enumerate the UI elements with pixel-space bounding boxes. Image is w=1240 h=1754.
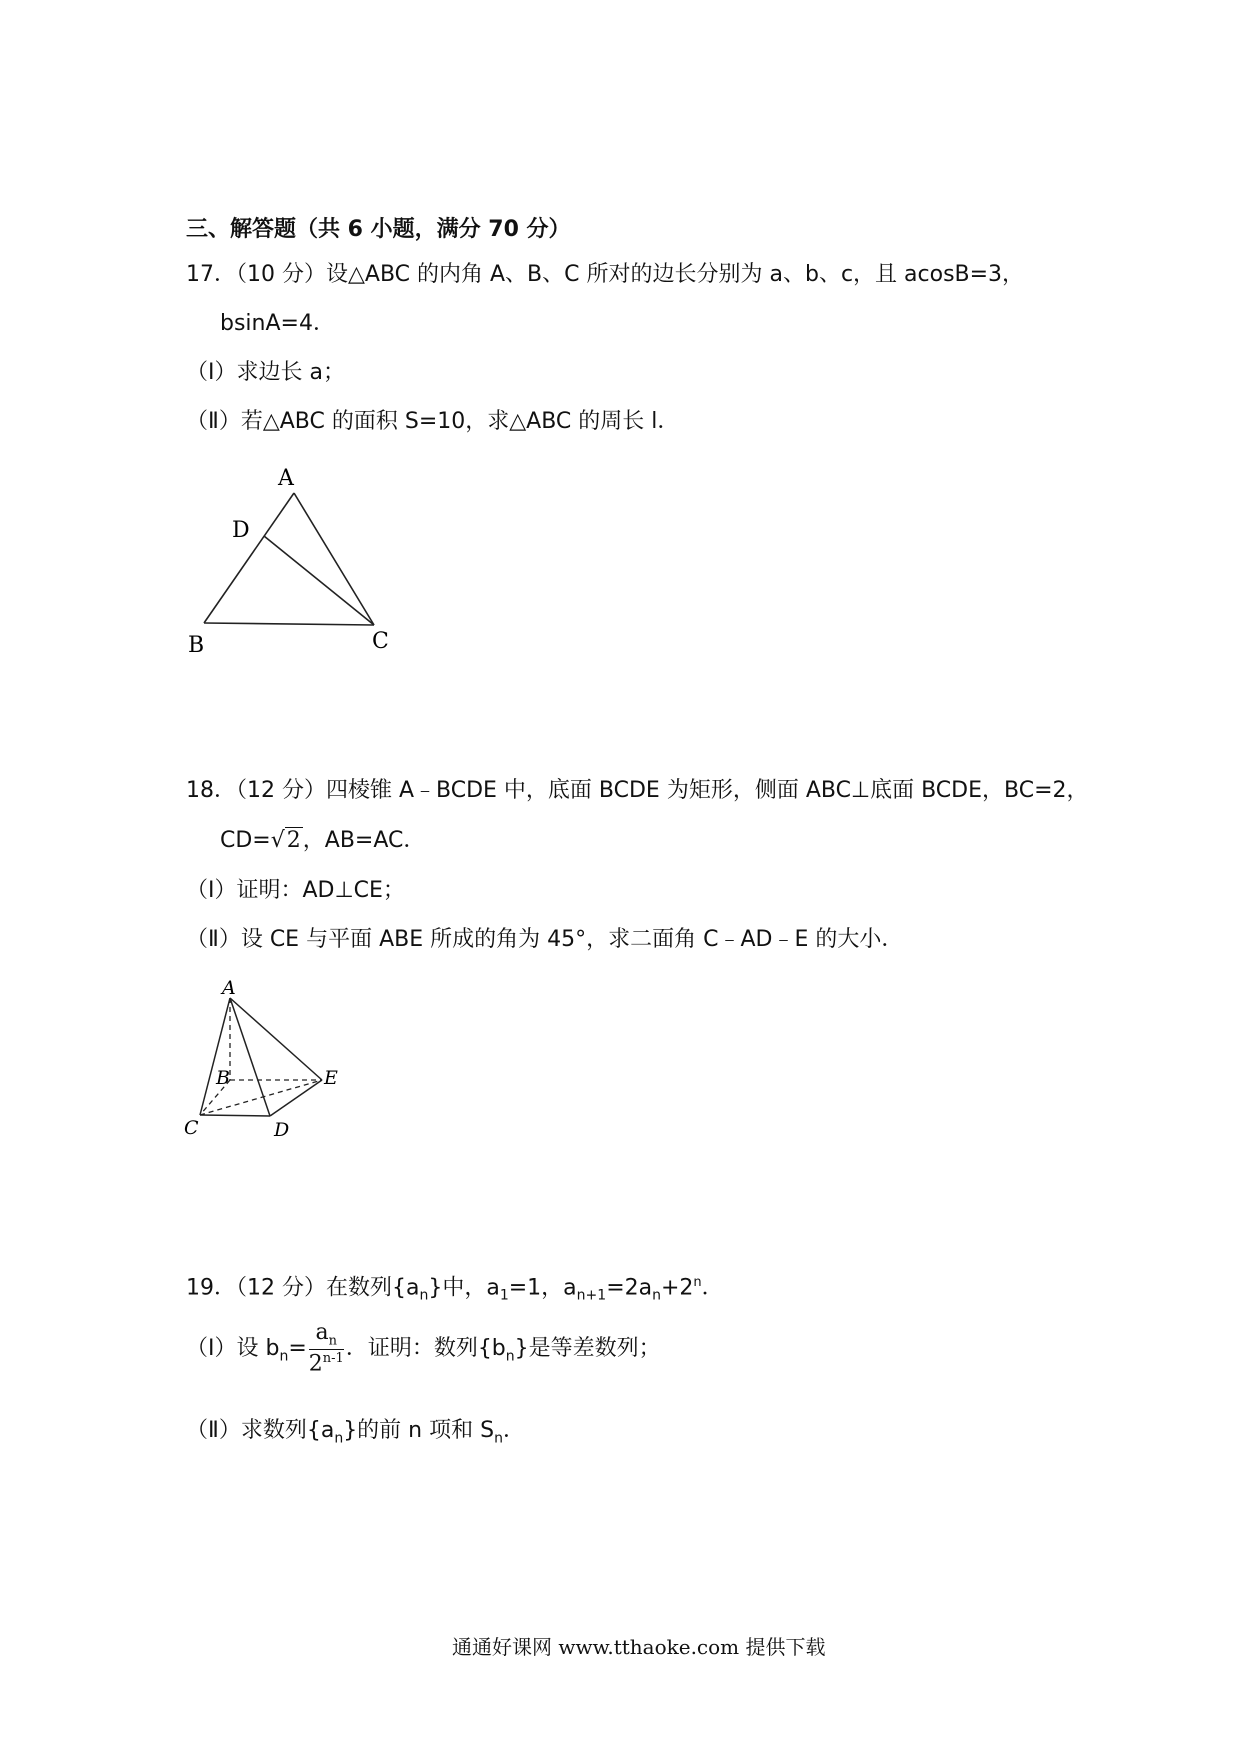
q17-part1: （Ⅰ）求边长 a；	[186, 360, 345, 385]
label-b: B	[216, 1067, 230, 1089]
section-heading: 三、解答题（共 6 小题，满分 70 分）	[186, 217, 571, 242]
q17-line2: bsinA=4．	[220, 311, 335, 336]
q19-part1: （Ⅰ）设 $b_n=$ $\frac{a_n}{2^{n-1}}$ ．证明：数列$\{b_n\}$是等差数列；	[186, 1320, 661, 1377]
label-a: A	[278, 466, 294, 491]
label-b: B	[188, 633, 205, 658]
label-d: D	[274, 1119, 290, 1141]
side-ac	[294, 493, 374, 625]
q19-intro: 19．（12 分）在数列$\{a_n\}$中，$a_1=1$，$a_{n+1}=2a_n+2^n$．	[186, 1275, 724, 1304]
page-footer: 通通好课网 www.tthaoke.com 提供下载	[452, 1635, 826, 1659]
segment-dc	[264, 536, 374, 625]
q18-part1: （Ⅰ）证明：AD⊥CE；	[186, 878, 405, 903]
q18-part2: （Ⅱ）设 CE 与平面 ABE 所成的角为 45°，求二面角 C﹣AD﹣E 的大小．	[186, 927, 904, 952]
edge-ac	[200, 998, 230, 1115]
side-bc	[204, 623, 374, 625]
q18-pyramid-figure	[180, 970, 370, 1150]
sqrt-two: √2	[270, 828, 301, 853]
label-c: C	[372, 629, 389, 654]
q17-part2: （Ⅱ）若△ABC 的面积 S=10，求△ABC 的周长 l．	[186, 409, 680, 434]
q18-cd-label: CD=	[220, 828, 271, 853]
edge-de	[270, 1080, 322, 1116]
label-a: A	[222, 977, 236, 999]
label-d: D	[232, 518, 250, 543]
q17-line1: 17．（10 分）设△ABC 的内角 A、B、C 所对的边长分别为 a、b、c，且 acosB=3，	[186, 262, 1025, 287]
label-c: C	[184, 1117, 199, 1139]
q18-line1: 18．（12 分）四棱锥 A﹣BCDE 中，底面 BCDE 为矩形，侧面 ABC⊥底面 BCDE，BC=2，	[186, 778, 1089, 803]
q18-line2: CD=√2，AB=AC．	[220, 828, 426, 853]
side-ab	[204, 493, 294, 623]
edge-cd	[200, 1115, 270, 1116]
label-e: E	[324, 1067, 338, 1089]
q17-triangle-figure	[180, 460, 420, 660]
fraction-an-over-2n1: $\frac{a_n}{2^{n-1}}$	[308, 1320, 344, 1377]
q19-part2: （Ⅱ）求数列$\{a_n\}$的前 n 项和 $S_n$．	[186, 1418, 525, 1447]
